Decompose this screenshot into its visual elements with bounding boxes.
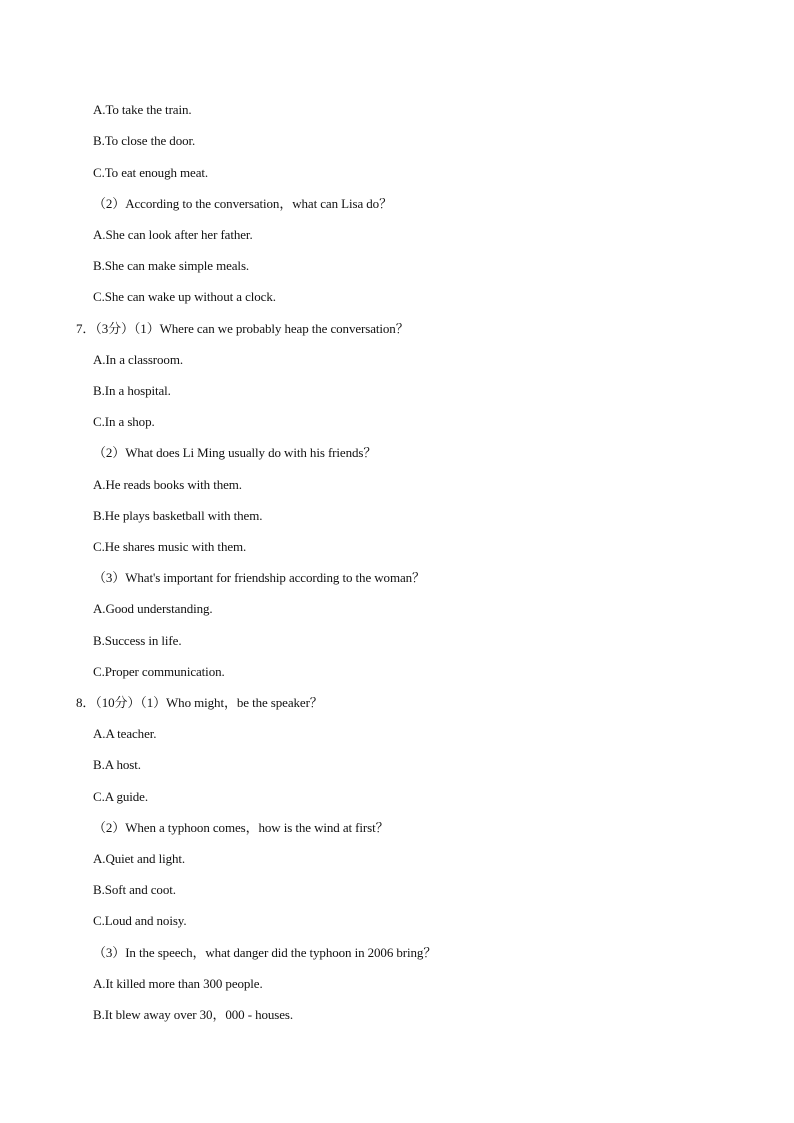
q8-header: 8．（10分）（1）Who might，be the speaker？ [76, 695, 323, 710]
q8-sub1-option-a: A.A teacher. [93, 726, 157, 741]
q6-sub1-option-a: A.To take the train. [93, 102, 192, 117]
q7-sub1-option-a: A.In a classroom. [93, 352, 183, 367]
q7-sub2-option-a: A.He reads books with them. [93, 477, 242, 492]
q7-sub2-option-b: B.He plays basketball with them. [93, 508, 263, 523]
q8-sub2-option-a: A.Quiet and light. [93, 851, 186, 866]
q7-sub3-option-b: B.Success in life. [93, 633, 182, 648]
q7-sub3-stem: （3）What's important for friendship according to the woman？ [93, 570, 425, 585]
q6-sub2-stem: （2）According to the conversation，what can Lisa do？ [93, 196, 392, 211]
q6-sub2-option-b: B.She can make simple meals. [93, 258, 250, 273]
q8-sub3-stem: （3）In the speech，what danger did the typhoon in 2006 bring？ [93, 945, 437, 960]
q8-sub2-stem: （2）When a typhoon comes，how is the wind at first？ [93, 820, 389, 835]
q6-sub2-option-c: C.She can wake up without a clock. [93, 289, 276, 304]
q8-sub2-option-b: B.Soft and coot. [93, 882, 176, 897]
q7-sub2-option-c: C.He shares music with them. [93, 539, 247, 554]
q7-sub3-option-c: C.Proper communication. [93, 664, 225, 679]
q7-sub2-stem: （2）What does Li Ming usually do with his friends？ [93, 445, 377, 460]
q7-header: 7．（3分）（1）Where can we probably heap the conversation？ [76, 321, 409, 336]
q6-sub1-option-b: B.To close the door. [93, 133, 196, 148]
q8-sub3-option-b: B.It blew away over 30，000 - houses. [93, 1007, 294, 1022]
q7-sub3-option-a: A.Good understanding. [93, 601, 213, 616]
q6-sub2-option-a: A.She can look after her father. [93, 227, 253, 242]
q8-sub3-option-a: A.It killed more than 300 people. [93, 976, 263, 991]
q7-sub1-option-c: C.In a shop. [93, 414, 155, 429]
q6-sub1-option-c: C.To eat enough meat. [93, 165, 209, 180]
q8-sub1-option-b: B.A host. [93, 757, 141, 772]
q7-sub1-option-b: B.In a hospital. [93, 383, 171, 398]
q8-sub1-option-c: C.A guide. [93, 789, 148, 804]
q8-sub2-option-c: C.Loud and noisy. [93, 913, 187, 928]
